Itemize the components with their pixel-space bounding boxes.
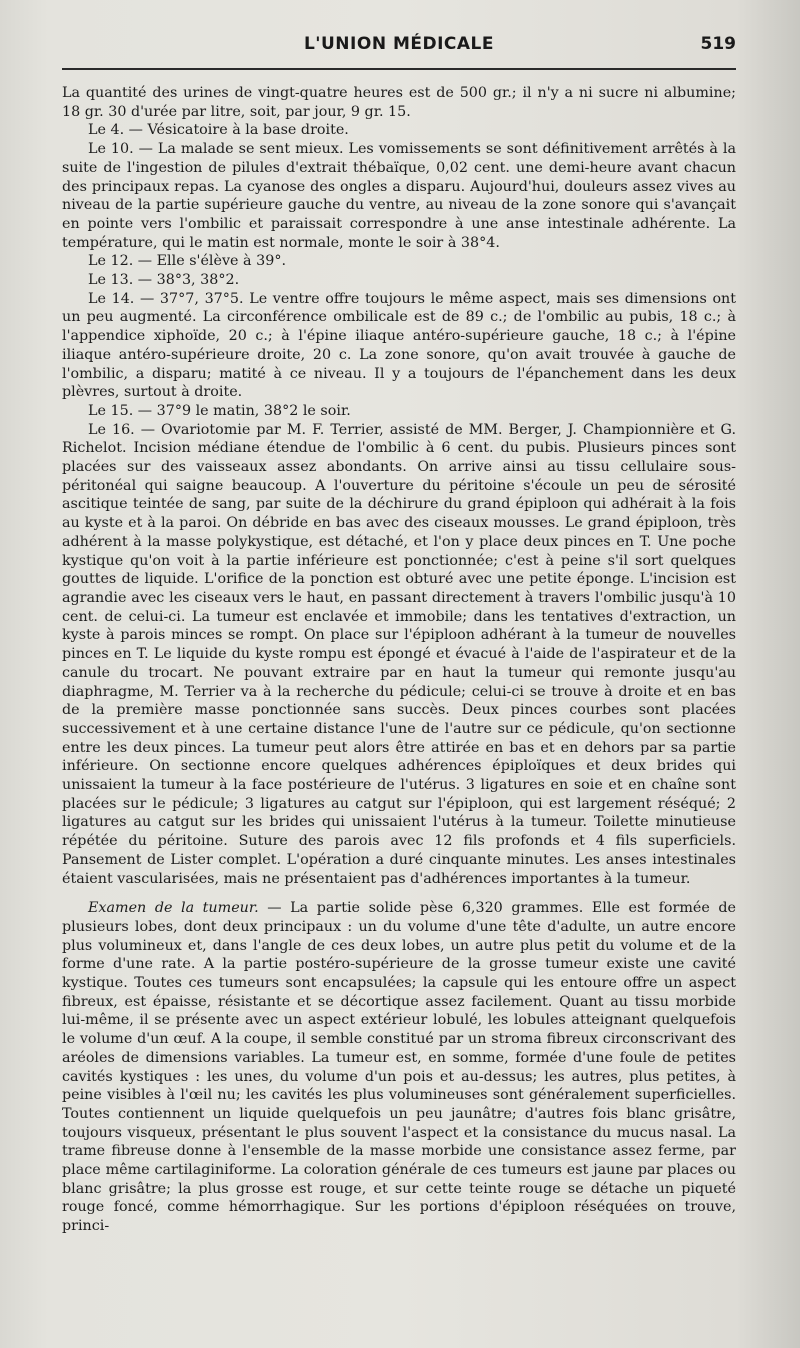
running-header (62, 34, 736, 60)
article-body (62, 84, 736, 1236)
journal-title: L'UNION MÉDICALE (303, 34, 495, 54)
section-heading-tumor-exam: Examen de la tumeur. (88, 900, 259, 917)
paragraph-urine: La quantité des urines de vingt-quatre heures est de 500 gr.; il n'y a ni sucre ni albumine; 18 gr. 30 d'urée par litre, soit, par jour, 9 gr. 15. (62, 85, 736, 120)
paragraph-day-16-ovariotomy: Le 16. — Ovariotomie par M. F. Terrier, assisté de MM. Berger, J. Championnière et G. Richelot. Incision médiane étendue de l'ombilic à 6 cent. du pubis. Plusieurs pinces sont placées sur des vaisseaux assez abondants. On arrive ainsi au tissu cellulaire sous-péritonéal qui saigne beaucoup. A l'ouverture du péritoine s'écoule un peu de sérosité ascitique teintée de sang, par suite de la déchirure du grand épiploon qui adhérait à la fois au kyste et à la paroi. On débride en bas avec des ciseaux mousses. Le grand épiploon, très adhérent à la masse polykystique, est détaché, et l'on y place deux pinces en T. Une poche kystique qu'on voit à la partie inférieure est ponctionnée; c'est à peine s'il sort quelques gouttes de liquide. L'orifice de la ponction est obturé avec une petite éponge. L'incision est agrandie avec les ciseaux vers le haut, en passant directement à travers l'ombilic jusqu'à 10 cent. de celui-ci. La tumeur est enclavée et immobile; dans les tentatives d'extraction, un kyste à parois minces se rompt. On place sur l'épiploon adhérant à la tumeur de nouvelles pinces en T. Le liquide du kyste rompu est épongé et évacué à l'aide de l'aspirateur et de la canule du trocart. Ne pouvant extraire par en haut la tumeur qui remonte jusqu'au diaphragme, M. Terrier va à la recherche du pédicule; celui-ci se trouve à droite et en bas de la première masse ponctionnée sans succès. Deux pinces courbes sont placées successivement et à une certaine distance l'une de l'autre sur ce pédicule, qu'on sectionne entre les deux pinces. La tumeur peut alors être attirée en bas et en dehors par sa partie inférieure. On sectionne encore quelques adhérences épiploïques et deux brides qui unissaient la tumeur à la face postérieure de l'utérus. 3 ligatures en soie et en chaîne sont placées sur le pédicule; 3 ligatures au catgut sur l'épiploon, qui est largement réséqué; 2 ligatures au catgut sur les brides qui unissaient l'utérus à la tumeur. Toilette minutieuse répétée du péritoine. Suture des parois avec 12 fils profonds et 4 fils superficiels. Pansement de Lister complet. L'opération a duré cinquante minutes. Les anses intestinales étaient vascularisées, mais ne présentaient pas d'adhérences importantes à la tumeur. (62, 421, 736, 887)
paragraph-day-13: Le 13. — 38°3, 38°2. (88, 272, 240, 289)
paragraph-day-4: Le 4. — Vésicatoire à la base droite. (88, 122, 349, 139)
paragraph-tumor-exam (62, 899, 736, 1236)
paragraph-day-10: Le 10. — La malade se sent mieux. Les vomissements se sont définitivement arrêtés à la suite de l'ingestion de pilules d'extrait thébaïque, 0,02 cent. une demi-heure avant chacun des principaux repas. La cyanose des ongles a disparu. Aujourd'hui, douleurs assez vives au niveau de la partie supérieure gauche du ventre, au niveau de la zone sonore qui s'avançait en pointe vers l'ombilic et paraissait correspondre à une anse intestinale adhérente. La température, qui le matin est normale, monte le soir à 38°4. (62, 141, 736, 251)
paragraph-day-12: Le 12. — Elle s'élève à 39°. (88, 253, 287, 270)
paragraph-day-15: Le 15. — 37°9 le matin, 38°2 le soir. (88, 402, 351, 419)
paragraph-day-14: Le 14. — 37°7, 37°5. Le ventre offre toujours le même aspect, mais ses dimensions ont un peu augmenté. La circonférence ombilicale est de 89 c.; de l'ombilic au pubis, 18 c.; à l'appendice xiphoïde, 20 c.; à l'épine iliaque antéro-supérieure gauche, 18 c.; à l'épine iliaque antéro-supérieure droite, 20 c. La zone sonore, qu'on avait trouvée à gauche de l'ombilic, a disparu; matité à ce niveau. Il y a toujours de l'épanchement dans les deux plèvres, surtout à droite. (62, 290, 736, 401)
tumor-exam-text: — La partie solide pèse 6,320 grammes. Elle est formée de plusieurs lobes, dont deux principaux : un du volume d'une tête d'adulte, un autre encore plus volumineux et, dans l'angle de ces deux lobes, un autre plus petit du volume et de la forme d'une rate. A la partie postéro-supérieure de la grosse tumeur existe une cavité kystique. Toutes ces tumeurs sont encapsulées; la capsule qui les entoure offre un aspect fibreux, est épaisse, résistante et se décortique assez facilement. Quant au tissu morbide lui-même, il se présente avec un aspect extérieur lobulé, les lobules atteignant quelquefois le volume d'un œuf. A la coupe, il semble constitué par un stroma fibreux circonscrivant des aréoles de dimensions variables. La tumeur est, en somme, formée d'une foule de petites cavités kystiques : les unes, du volume d'un pois et au-dessus; les autres, plus petites, à peine visibles à l'œil nu; les cavités les plus volumineuses sont généralement superficielles. Toutes contiennent un liquide quelquefois un peu jaunâtre; d'autres fois blanc grisâtre, toujours visqueux, présentant le plus souvent l'aspect et la consistance du mucus nasal. La trame fibreuse donne à l'ensemble de la masse morbide une consistance assez ferme, par place même cartilaginiforme. La coloration générale de ces tumeurs est jaune par places ou blanc grisâtre; la plus grosse est rouge, et sur cette teinte rouge se détache un piqueté rouge foncé, comme hémorrhagique. Sur les portions d'épiploon réséquées on trouve, princi- (62, 900, 737, 1235)
header-rule (62, 68, 736, 70)
page-number: 519 (700, 34, 736, 54)
